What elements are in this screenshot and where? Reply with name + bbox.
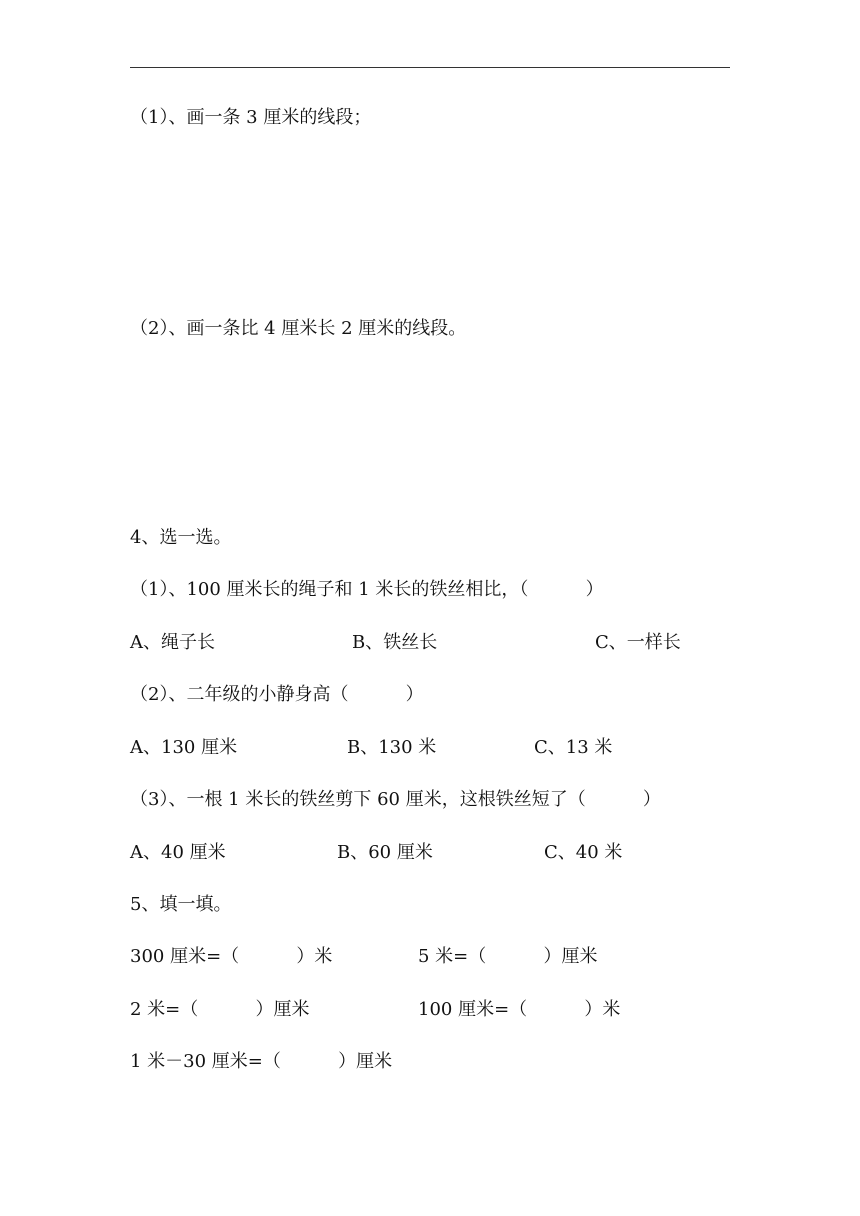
q4-2-option-b: B、130 米 <box>347 737 437 758</box>
q5-title: 5、填一填。 <box>130 894 232 915</box>
q4-1-question: （1）、100 厘米长的绳子和 1 米长的铁丝相比，（ ） <box>130 579 604 600</box>
q5-row3-left: 1 米－30 厘米=（ ）厘米 <box>130 1051 393 1072</box>
q4-3-question: （3）、一根 1 米长的铁丝剪下 60 厘米，这根铁丝短了（ ） <box>130 789 661 810</box>
q4-2-option-c: C、13 米 <box>534 737 613 758</box>
q5-row2-right: 100 厘米=（ ）米 <box>418 999 621 1020</box>
q5-row1-left: 300 厘米=（ ）米 <box>130 946 333 967</box>
q4-title: 4、选一选。 <box>130 527 232 548</box>
q4-1-option-b: B、铁丝长 <box>352 632 438 653</box>
q5-row1-right: 5 米=（ ）厘米 <box>418 946 598 967</box>
q5-row2-left: 2 米=（ ）厘米 <box>130 999 310 1020</box>
q4-1-option-c: C、一样长 <box>595 632 681 653</box>
q3-sub2: （2）、画一条比 4 厘米长 2 厘米的线段。 <box>130 318 467 339</box>
q4-3-option-c: C、40 米 <box>544 842 623 863</box>
header-rule <box>130 67 730 68</box>
q4-1-option-a: A、绳子长 <box>130 632 215 653</box>
q4-2-question: （2）、二年级的小静身高（ ） <box>130 684 424 705</box>
q3-sub1: （1）、画一条 3 厘米的线段； <box>130 107 372 128</box>
q4-2-option-a: A、130 厘米 <box>130 737 238 758</box>
q4-3-option-b: B、60 厘米 <box>337 842 433 863</box>
q4-3-option-a: A、40 厘米 <box>130 842 226 863</box>
